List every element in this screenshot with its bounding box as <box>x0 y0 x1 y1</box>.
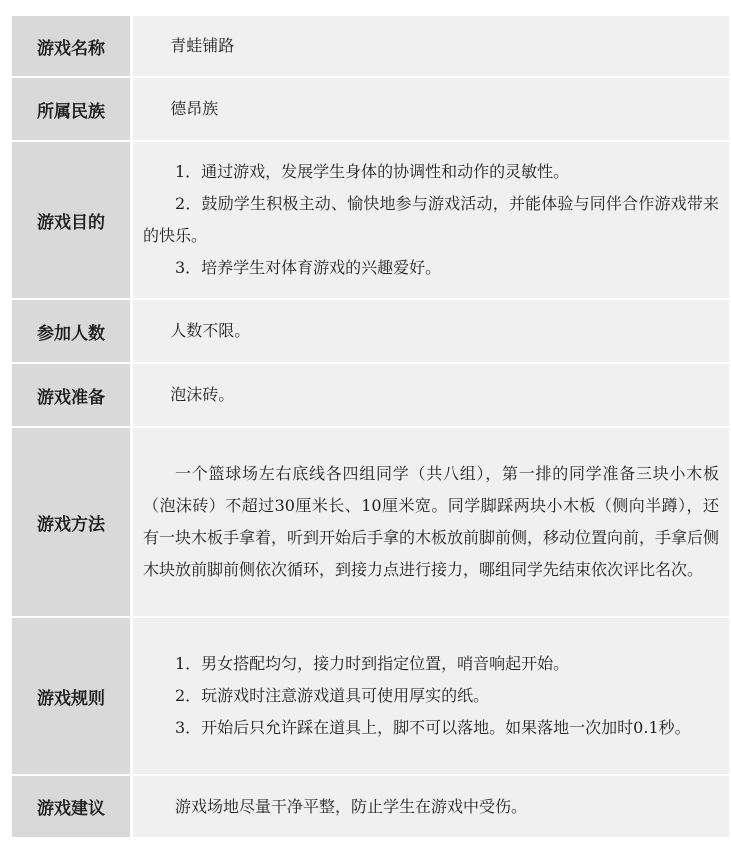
table-row <box>12 427 729 617</box>
table-row <box>12 617 729 775</box>
row-label-game-rules: 游戏规则 <box>12 617 132 775</box>
value-line: 2．玩游戏时注意游戏道具可使用厚实的纸。 <box>175 686 490 705</box>
row-label-game-name: 游戏名称 <box>12 15 132 77</box>
table-row <box>12 77 729 141</box>
row-label-participants: 参加人数 <box>12 299 132 363</box>
table-row <box>12 141 729 299</box>
value-line: 泡沫砖。 <box>170 385 235 404</box>
row-label-preparation: 游戏准备 <box>12 363 132 427</box>
row-value-game-name <box>132 15 730 77</box>
value-line: 一个篮球场左右底线各四组同学（共八组），第一排的同学准备三块小木板（泡沫砖）不超过30厘米长、10厘米宽。同学脚踩两块小木板（侧向半蹲），还有一块木板手拿着，听到开始后手拿的木板放前脚前侧，移动位置向前，手拿后侧木块放前脚前侧依次循环，到接力点进行接力，哪组同学先结束依次评比名次。 <box>143 464 720 579</box>
value-line: 3．开始后只允许踩在道具上，脚不可以落地。如果落地一次加时0.1秒。 <box>175 718 691 737</box>
row-value-ethnic-group <box>132 77 730 141</box>
row-value-preparation <box>132 363 730 427</box>
value-line: 青蛙铺路 <box>170 36 235 55</box>
row-label-game-method: 游戏方法 <box>12 427 132 617</box>
row-value-participants <box>132 299 730 363</box>
row-value-game-method <box>132 427 730 617</box>
value-line: 游戏场地尽量干净平整，防止学生在游戏中受伤。 <box>175 796 528 816</box>
row-value-suggestions <box>132 775 730 837</box>
value-line: 德昂族 <box>170 99 219 118</box>
table-row <box>12 15 729 77</box>
value-line: 人数不限。 <box>170 321 251 340</box>
table-row <box>12 363 729 427</box>
row-value-game-rules <box>132 617 730 775</box>
table-row <box>12 775 729 837</box>
row-label-suggestions: 游戏建议 <box>12 775 132 837</box>
value-line: 1．男女搭配均匀，接力时到指定位置，哨音响起开始。 <box>175 654 570 673</box>
value-line: 3．培养学生对体育游戏的兴趣爱好。 <box>175 258 442 277</box>
game-info-table <box>12 14 729 837</box>
row-value-game-purpose <box>132 141 730 299</box>
row-label-ethnic-group: 所属民族 <box>12 77 132 141</box>
value-line: 1．通过游戏，发展学生身体的协调性和动作的灵敏性。 <box>175 162 570 181</box>
value-line: 2．鼓励学生积极主动、愉快地参与游戏活动，并能体验与同伴合作游戏带来的快乐。 <box>143 194 719 245</box>
row-label-game-purpose: 游戏目的 <box>12 141 132 299</box>
table-row <box>12 299 729 363</box>
